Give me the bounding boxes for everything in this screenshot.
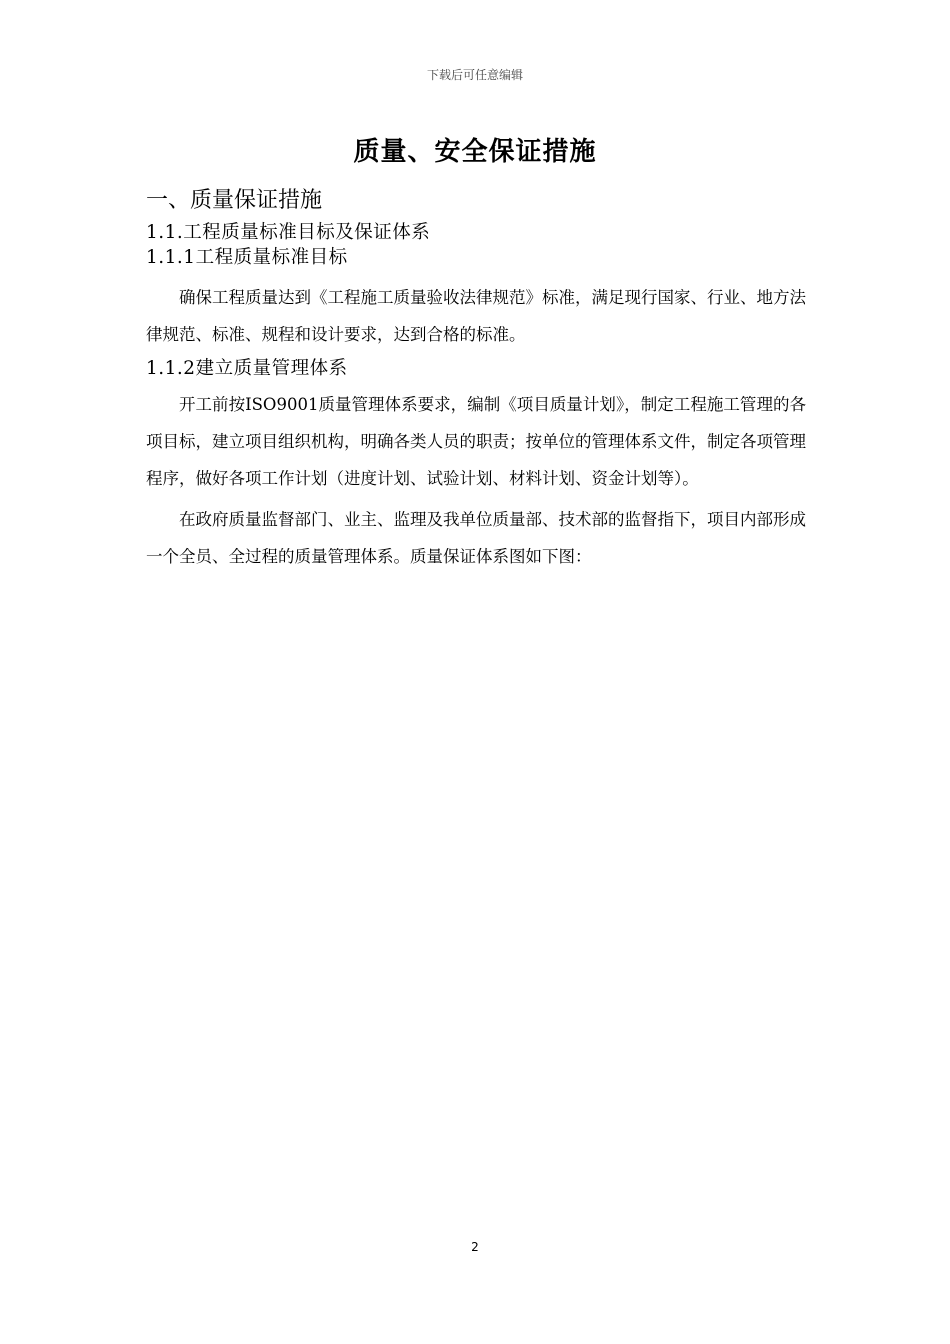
section-heading-quality: 一、质量保证措施 bbox=[146, 188, 323, 213]
paragraph-supervision: 在政府质量监督部门、业主、监理及我单位质量部、技术部的监督指下，项目内部形成一个全员、全过程的质量管理体系。质量保证体系图如下图： bbox=[146, 510, 806, 566]
paragraph-quality-system: 开工前按ISO9001质量管理体系要求，编制《项目质量计划》，制定工程施工管理的各项目标，建立项目组织机构，明确各类人员的职责；按单位的管理体系文件，制定各项管理程序，做好各项工作计划（进度计划、试验计划、材料计划、资金计划等）。 bbox=[146, 395, 806, 488]
subsection-heading-quality-standard: 1.1.工程质量标准目标及保证体系 bbox=[146, 222, 431, 243]
document-body bbox=[146, 184, 806, 575]
paragraph-quality-target: 确保工程质量达到《工程施工质量验收法律规范》标准，满足现行国家、行业、地方法律规范、标准、规程和设计要求，达到合格的标准。 bbox=[146, 288, 806, 344]
document-title: 质量、安全保证措施 bbox=[353, 137, 597, 167]
page-number: 2 bbox=[471, 1240, 479, 1254]
item-heading-quality-system: 1.1.2建立质量管理体系 bbox=[146, 358, 348, 379]
download-note: 下载后可任意编辑 bbox=[426, 68, 523, 82]
item-heading-quality-target: 1.1.1工程质量标准目标 bbox=[146, 247, 348, 268]
